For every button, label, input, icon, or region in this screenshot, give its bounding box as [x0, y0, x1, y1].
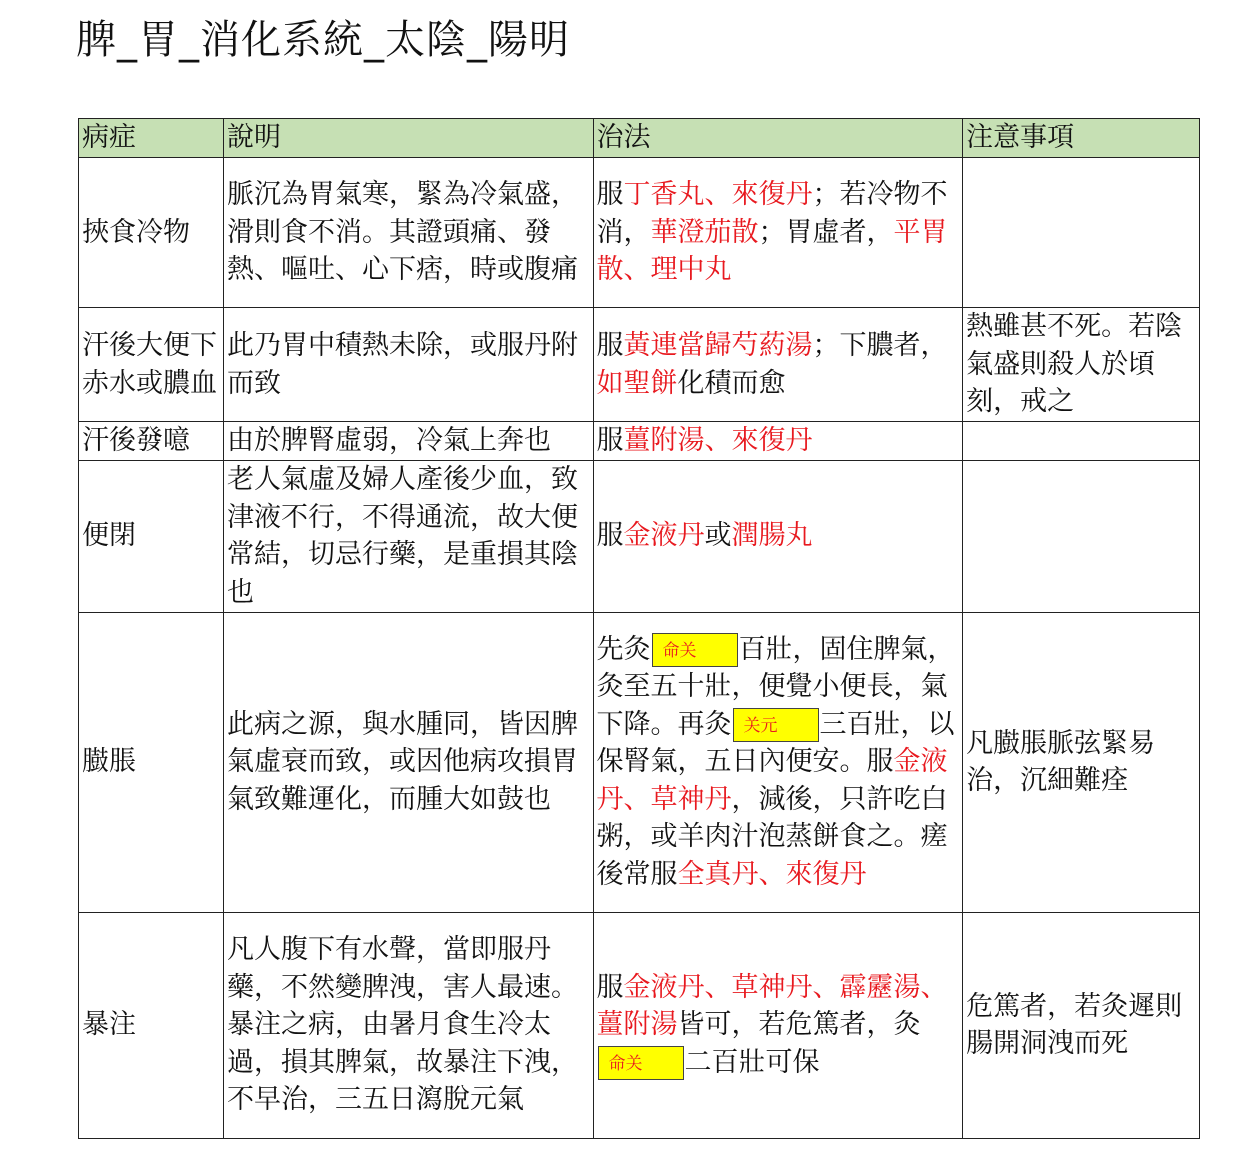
header-treatment: 治法: [593, 119, 963, 158]
remedy-name: 金液丹: [623, 520, 705, 552]
treatment-text: ，減後，只許吃白粥，或羊肉汁泡蒸餅食之。瘥後常服: [596, 783, 948, 891]
disease-cell: 汗後發噫: [79, 422, 224, 461]
remedy-name: 如聖餅: [596, 367, 678, 399]
header-description: 說明: [223, 119, 593, 158]
remedy-name: 丁香丸、來復丹: [623, 179, 813, 211]
description-cell: 此病之源，與水腫同，皆因脾氣虛衰而致，或因他病攻損胃氣致難運化，而腫大如鼓也: [223, 612, 593, 912]
notes-cell: [963, 460, 1200, 612]
treatment-cell: [593, 912, 963, 1138]
treatment-text: 百壯，固住脾氣，灸至五十壯，便覺小便長，氣下降。再灸: [596, 633, 955, 740]
treatment-cell: [593, 158, 963, 308]
treatment-text: ；若冷物不消，: [596, 179, 948, 248]
treatment-text: ；下膿者，: [812, 329, 948, 361]
treatment-text: 或: [704, 520, 732, 552]
table-row: [79, 612, 1200, 912]
treatment-text: 服: [596, 179, 624, 211]
disease-cell: 暴注: [79, 912, 224, 1138]
notes-cell: [963, 158, 1200, 308]
remedy-name: 金液丹、草神丹、霹靂湯、薑附湯: [596, 971, 948, 1041]
notes-cell: 凡臌脹脈弦緊易治，沉細難痊: [963, 612, 1200, 912]
treatment-cell: [593, 460, 963, 612]
table-row: [79, 460, 1200, 612]
table-row: [79, 308, 1200, 422]
table-row: [79, 158, 1200, 308]
treatment-text: 化積而愈: [677, 367, 786, 399]
disease-cell: 便閉: [79, 460, 224, 612]
disease-cell: 汗後大便下赤水或膿血: [79, 308, 224, 422]
disease-cell: 挾食冷物: [79, 158, 224, 308]
remedy-name: 全真丹、來復丹: [677, 859, 867, 891]
treatment-text: 二百壯可保: [684, 1046, 820, 1078]
treatment-text: 皆可，若危篤者，灸: [677, 1009, 921, 1041]
treatment-text: 三百壯，以保腎氣，五日內便安。服: [596, 708, 955, 778]
description-cell: 老人氣虛及婦人產後少血，致津液不行，不得通流，故大便常結，切忌行藥，是重損其陰也: [223, 460, 593, 612]
treatment-text: 服: [596, 520, 624, 552]
treatment-text: 服: [596, 971, 624, 1003]
treatment-cell: [593, 308, 963, 422]
remedy-name: 金液丹、草神丹: [596, 746, 948, 815]
notes-cell: [963, 422, 1200, 461]
treatment-text: 服: [596, 425, 624, 456]
treatment-cell: [593, 612, 963, 912]
acupoint-marker: 命关: [652, 633, 738, 667]
remedy-name: 華澄茄散: [650, 216, 759, 248]
description-cell: 脈沉為胃氣寒，緊為冷氣盛，滑則食不消。其證頭痛、發熱、嘔吐、心下痞，時或腹痛: [223, 158, 593, 308]
treatment-text: 服: [596, 329, 624, 361]
page-title: 脾_胃_消化系統_太陰_陽明: [76, 17, 570, 63]
treatment-cell: [593, 422, 963, 461]
table-row: [79, 912, 1200, 1138]
description-cell: 凡人腹下有水聲，當即服丹藥，不然變脾洩，害人最速。暴注之病，由暑月食生冷太過，損其脾氣，故暴注下洩，不早治，三五日瀉脫元氣: [223, 912, 593, 1138]
treatment-text: ；胃虛者，: [758, 216, 894, 248]
remedy-name: 薑附湯、來復丹: [623, 425, 813, 456]
disease-cell: 臌脹: [79, 612, 224, 912]
acupoint-marker: 命关: [598, 1046, 684, 1080]
notes-cell: 危篤者，若灸遲則腸開洞洩而死: [963, 912, 1200, 1138]
remedy-name: 潤腸丸: [731, 520, 813, 552]
remedy-name: 平胃散、理中丸: [596, 216, 948, 286]
remedy-name: 黃連當歸芍葯湯: [623, 329, 813, 361]
notes-cell: 熱雖甚不死。若陰氣盛則殺人於頃刻，戒之: [963, 308, 1200, 422]
acupoint-marker: 关元: [733, 708, 819, 742]
table-header-row: [79, 119, 1200, 158]
header-notes: 注意事項: [963, 119, 1200, 158]
symptom-table: [78, 118, 1200, 1139]
description-cell: 此乃胃中積熱未除，或服丹附而致: [223, 308, 593, 422]
treatment-text: 先灸: [596, 633, 651, 665]
table-row: [79, 422, 1200, 461]
header-disease: 病症: [79, 119, 224, 158]
description-cell: 由於脾腎虛弱，冷氣上奔也: [223, 422, 593, 461]
